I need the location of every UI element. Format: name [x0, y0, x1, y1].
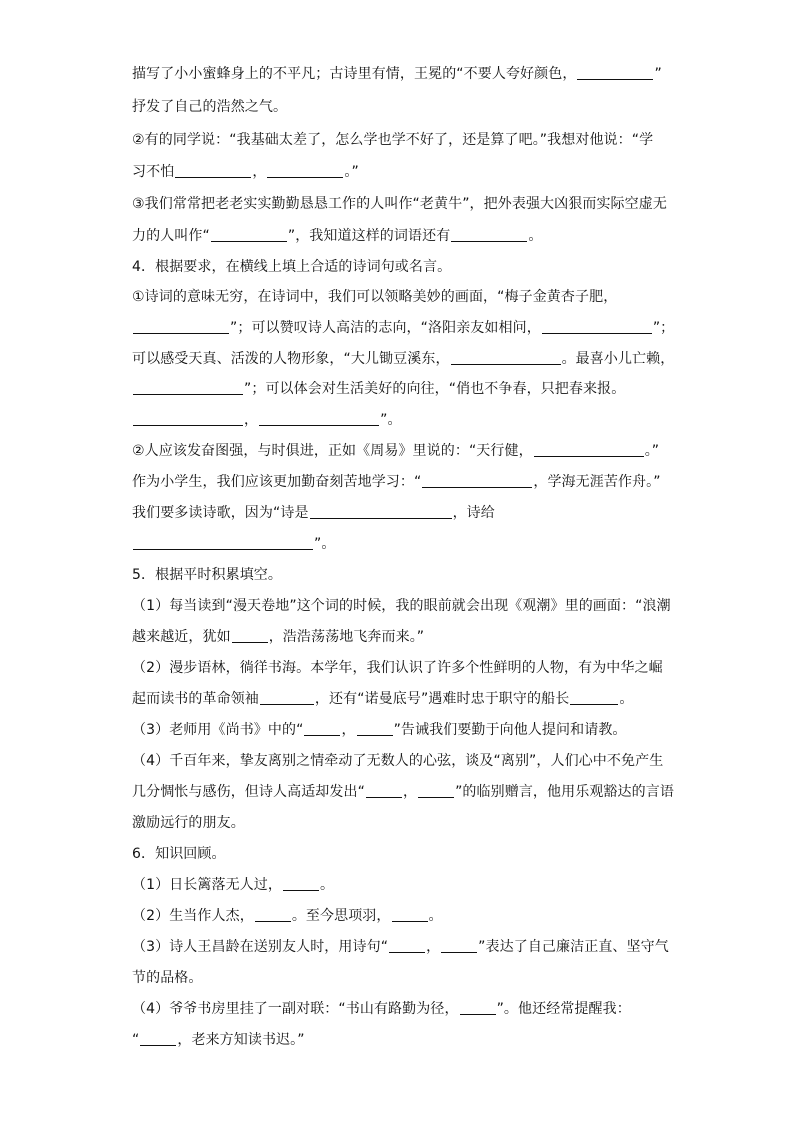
answer-blank[interactable]	[310, 504, 452, 519]
text-line: ②有的同学说：“我基础太差了，怎么学也学不好了，还是算了吧。”我想对他说：“学	[132, 132, 654, 148]
answer-blank[interactable]	[255, 907, 291, 922]
text-line: 作为小学生，我们应该更加勤奋刻苦地学习：“ ，学海无涯苦作舟。”	[132, 474, 661, 490]
text-line: ”。	[132, 534, 335, 554]
text-line: （1）每当读到“漫天卷地”这个词的时候，我的眼前就会出现《观潮》里的画面：“浪潮	[132, 598, 671, 614]
answer-blank[interactable]	[267, 163, 343, 178]
answer-blank[interactable]	[133, 319, 229, 334]
answer-blank[interactable]	[542, 319, 652, 334]
answer-blank[interactable]	[357, 721, 393, 736]
section-heading: 6．知识回顾。	[132, 846, 226, 862]
answer-blank[interactable]	[133, 380, 243, 395]
text-line: （3）诗人王昌龄在送别友人时，用诗句“ ， ”表达了自己廉洁正直、坚守气	[132, 939, 669, 955]
text-line: ②人应该发奋图强，与时俱进，正如《周易》里说的：“天行健， 。”	[132, 443, 660, 459]
answer-blank[interactable]	[133, 535, 313, 550]
answer-blank[interactable]	[534, 442, 644, 457]
text-line: （4）千百年来，挚友离别之情牵动了无数人的心弦，谈及“离别”，人们心中不免产生	[132, 753, 664, 769]
text-line: （1）日长篱落无人过， 。	[132, 877, 335, 893]
text-line: （3）老师用《尚书》中的“ ， ”告诫我们要勤于向他人提问和请教。	[132, 722, 627, 738]
text-line: 越来越近，犹如 ，浩浩荡荡地飞奔而来。”	[132, 629, 425, 645]
answer-blank[interactable]	[175, 163, 251, 178]
answer-blank[interactable]	[577, 65, 653, 80]
answer-blank[interactable]	[211, 227, 287, 242]
answer-blank[interactable]	[460, 1000, 496, 1015]
text-line: 起而读书的革命领袖 ，还有“诺曼底号”遇难时忠于职守的船长 。	[132, 691, 634, 707]
answer-blank[interactable]	[451, 227, 527, 242]
section-heading: 4．根据要求，在横线上填上合适的诗词句或名言。	[132, 259, 452, 275]
text-line: ”；可以赞叹诗人高洁的志向，“洛阳亲友如相问， ”；	[132, 318, 674, 338]
text-line: “ ，老来方知读书迟。”	[132, 1032, 305, 1048]
text-line: 激励远行的朋友。	[132, 815, 245, 831]
section-heading: 5．根据平时积累填空。	[132, 567, 283, 583]
answer-blank[interactable]	[304, 721, 340, 736]
text-line: 抒发了自己的浩然之气。	[132, 99, 288, 115]
text-line: 力的人叫作“ ”，我知道这样的词语还有 。	[132, 228, 543, 244]
answer-blank[interactable]	[140, 1031, 176, 1046]
answer-blank[interactable]	[283, 876, 319, 891]
answer-blank[interactable]	[418, 783, 454, 798]
answer-blank[interactable]	[366, 783, 402, 798]
answer-blank[interactable]	[392, 907, 428, 922]
answer-blank[interactable]	[260, 690, 314, 705]
text-line: （4）爷爷书房里挂了一副对联：“书山有路勤为径， ”。他还经常提醒我：	[132, 1001, 631, 1017]
answer-blank[interactable]	[232, 628, 268, 643]
answer-blank[interactable]	[451, 350, 561, 365]
answer-blank[interactable]	[133, 411, 243, 426]
text-line: （2）漫步语林，徜徉书海。本学年，我们认识了许多个性鲜明的人物，有为中华之崛	[132, 660, 663, 676]
text-line: 描写了小小蜜蜂身上的不平凡；古诗里有情，王冕的“不要人夸好颜色， ”	[132, 66, 662, 82]
text-line: （2）生当作人杰， 。至今思项羽， 。	[132, 908, 443, 924]
text-line: 可以感受天真、活泼的人物形象，“大儿锄豆溪东， 。最喜小儿亡赖，	[132, 351, 675, 367]
answer-blank[interactable]	[389, 938, 425, 953]
text-line: 节的品格。	[132, 970, 203, 986]
text-line: 几分惆怅与感伤，但诗人高适却发出“ ， ”的临别赠言，他用乐观豁达的言语	[132, 784, 674, 800]
text-line: ①诗词的意味无穷，在诗词中，我们可以领略美妙的画面，“梅子金黄杏子肥，	[132, 289, 618, 305]
text-line: 习不怕 ， 。”	[132, 164, 359, 180]
text-line: ， ”。	[132, 410, 402, 430]
answer-blank[interactable]	[570, 690, 618, 705]
answer-blank[interactable]	[259, 411, 379, 426]
answer-blank[interactable]	[422, 473, 532, 488]
answer-blank[interactable]	[441, 938, 477, 953]
text-line: 我们要多读诗歌，因为“诗是 ，诗给	[132, 505, 495, 521]
text-line: ”；可以体会对生活美好的向往，“俏也不争春，只把春来报。	[132, 379, 625, 399]
text-line: ③我们常常把老老实实勤勤恳恳工作的人叫作“老黄牛”，把外表强大凶狠而实际空虚无	[132, 196, 667, 212]
